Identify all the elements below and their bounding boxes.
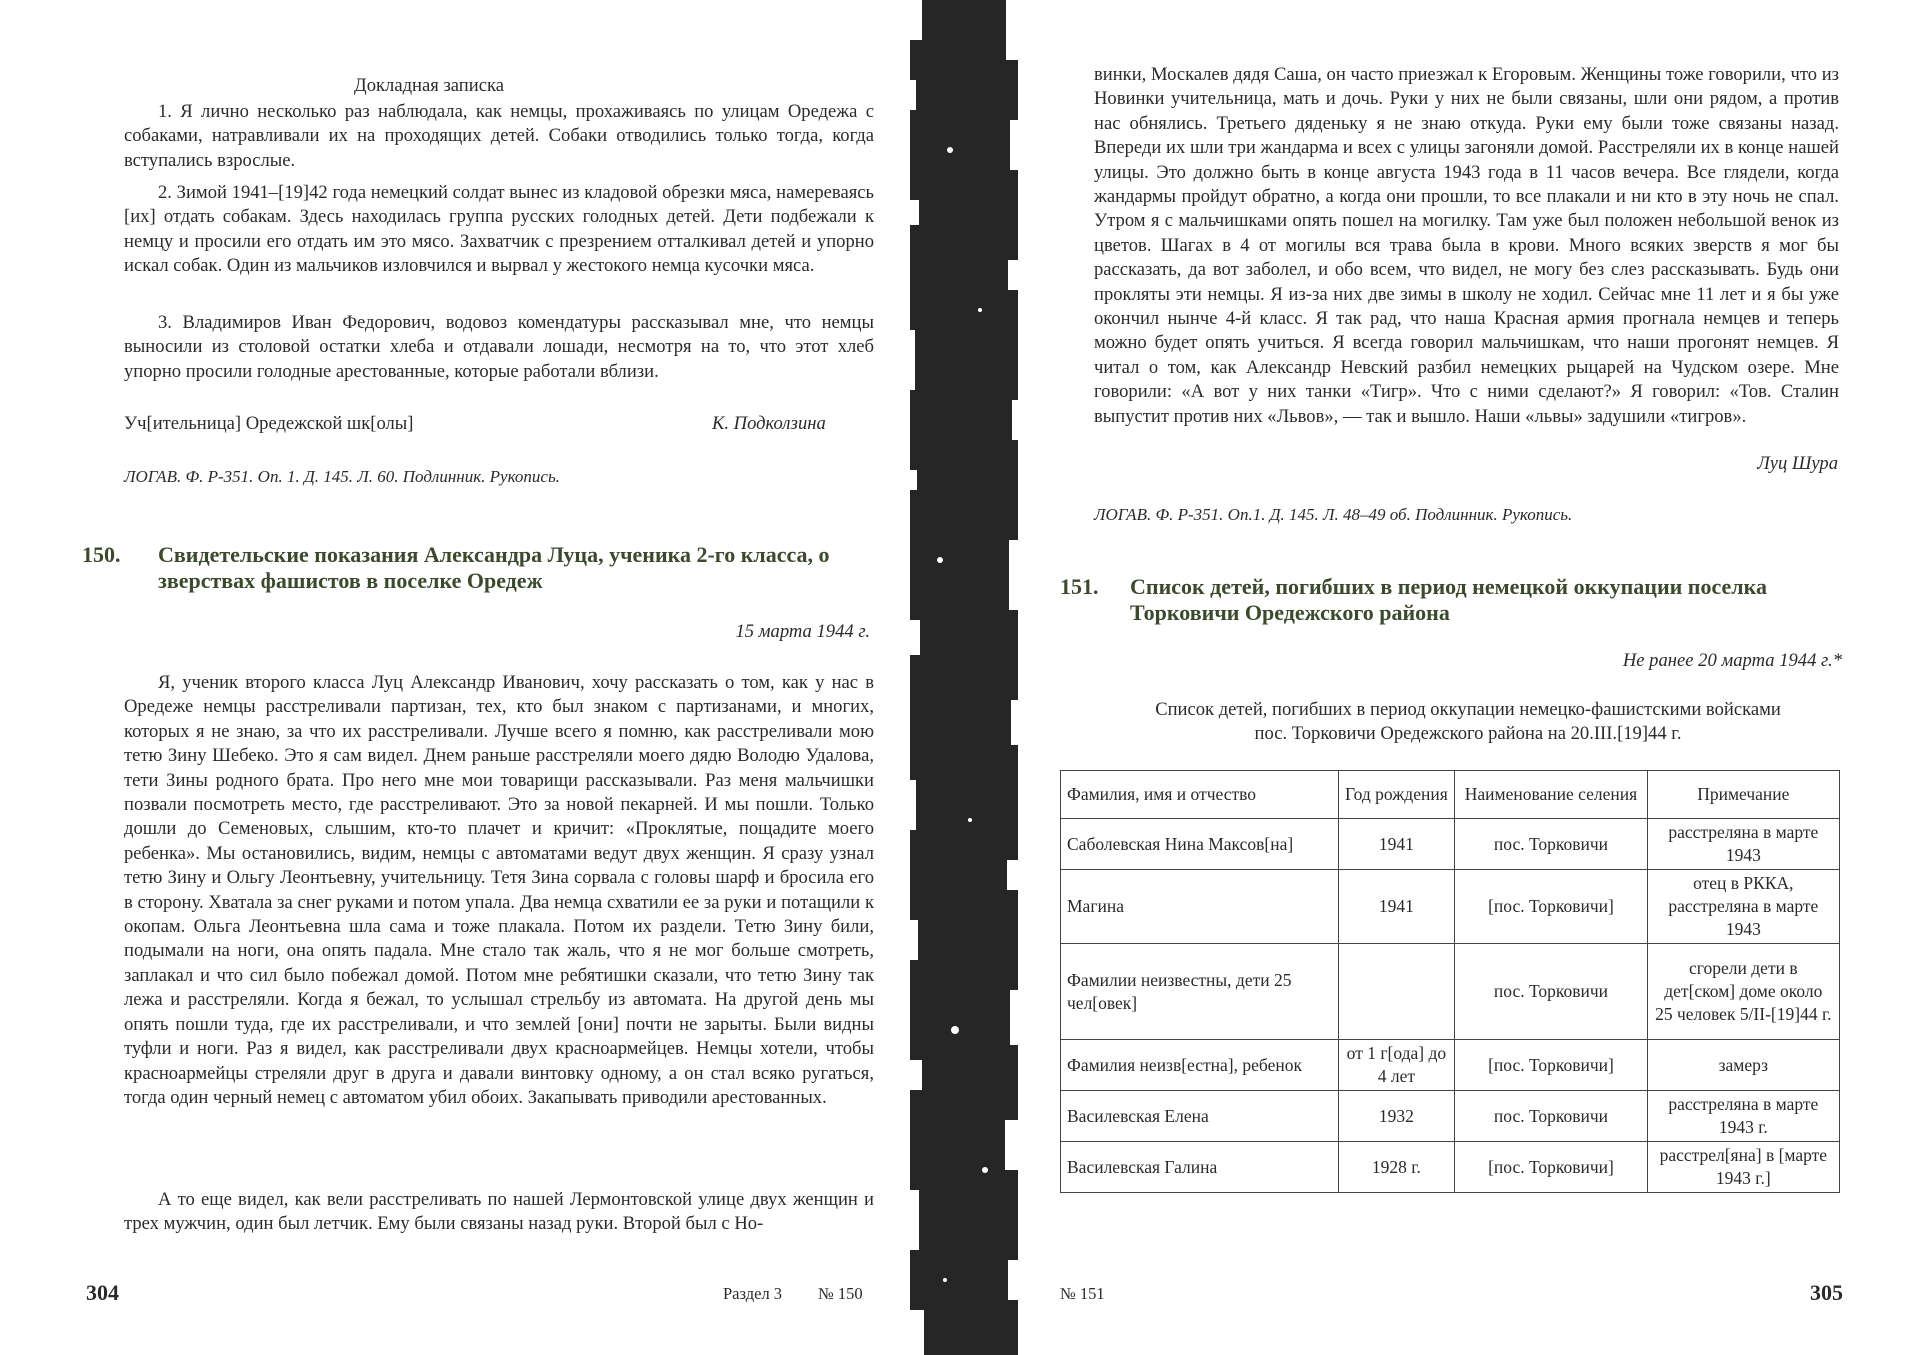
signature-name: Луц Шура [1757, 453, 1838, 474]
table-row [1061, 1142, 1840, 1193]
doc-title: Список детей, погибших в период немецкой оккупации поселка Торковичи Оредежского района [1130, 574, 1767, 625]
memo-paragraph-3: 3. Владимиров Иван Федорович, водовоз комендатуры рассказывал мне, что немцы выносили из столовой остатки хлеба и отдавали лошади, несмотря на то, что этот хлеб упорно просили голодные арестованные, которые работали вблизи. [124, 312, 874, 382]
right-page [1018, 0, 1920, 1355]
cell-note: сгорели дети в дет[ском] доме около 25 человек 5/II-[19]44 г. [1647, 944, 1839, 1040]
archive-source: ЛОГАВ. Ф. Р-351. Оп. 1. Д. 145. Л. 60. Подлинник. Рукопись. [124, 467, 560, 486]
page-number: 304 [86, 1280, 119, 1305]
memo-paragraph-1: 1. Я лично несколько раз наблюдала, как немцы, прохаживаясь по улицам Оредежа с собаками, натравливали их на проходящих детей. Собаки отводились только тогда, когда вступались взрослые. [124, 101, 874, 171]
cell-note: расстреляна в марте 1943 г. [1647, 1091, 1839, 1142]
column-header-year: Год рождения [1338, 771, 1455, 819]
spine-texture [910, 0, 1018, 1355]
archive-source: ЛОГАВ. Ф. Р-351. Оп.1. Д. 145. Л. 48–49 об. Подлинник. Рукопись. [1094, 505, 1573, 524]
signature-name: К. Подколзина [712, 413, 826, 434]
cell-name: Магина [1061, 870, 1339, 944]
table-row [1061, 1091, 1840, 1142]
doc-number: 151. [1060, 574, 1099, 599]
spine-texture-icon [910, 0, 1018, 1355]
cell-name: Фамилия неизв[естна], ребенок [1061, 1040, 1339, 1091]
page-number: 305 [1810, 1280, 1843, 1305]
table-row [1061, 870, 1840, 944]
cell-name: Фамилии неизвестны, дети 25 чел[овек] [1061, 944, 1339, 1040]
cell-year: 1941 [1338, 870, 1455, 944]
cell-name: Василевская Елена [1061, 1091, 1339, 1142]
table-row [1061, 819, 1840, 870]
cell-note: отец в РККА, расстреляна в марте 1943 [1647, 870, 1839, 944]
testimony-continuation: винки, Москалев дядя Саша, он часто приезжал к Егоровым. Женщины тоже говорили, что из Новинки учительница, мать и дочь. Руки у них не были связаны, шли они рядом, а против нас обнялись. Третьего дяденьку я не знаю откуда. Руки ему были тоже связаны назад. Впереди их шли три жандарма и всех с улицы загоняли домой. Расстреляли их в конце нашей улицы. Это должно быть в конце августа 1943 года в 11 часов вечера. Все глядели, когда жандармы пройдут обратно, а когда они прошли, то все плакали и ни кто в эту ночь не спал. Утром я с мальчишками опять пошел на могилку. Там уже был положен небольшой венок из цветов. Шагах в 4 от могилы вся трава была в крови. Много всяких зверств я мог бы рассказать, да вот заболел, и обо всем, что видел, не могу без слез рассказывать. Будь они прокляты эти немцы. Я из-за них две зимы в школу не ходил. Сейчас мне 11 лет и я бы уже окончил нынче 4-й класс. Я так рад, что наша Красная армия прогнала немцев и теперь можно будет опять учиться. Я всегда говорил мальчишкам, что наши прогонят немцев. Я читал о том, как Александр Невский разбил немецких рыцарей на Чудском озере. Мне говорили: «А вот у них танки «Тигр». Что с ними сделают?» Я говорил: «Тов. Сталин выпустит против них «Львов», — так и вышло. Наши «львы» задушили «тигров». [1094, 64, 1839, 427]
footer-doc-number: № 150 [818, 1284, 863, 1303]
cell-name: Саболевская Нина Максов[на] [1061, 819, 1339, 870]
table-row [1061, 1040, 1840, 1091]
left-page [0, 0, 910, 1355]
list-heading-line-2: пос. Торковичи Оредежского района на 20.III.[19]44 г. [1254, 723, 1682, 744]
cell-year: 1932 [1338, 1091, 1455, 1142]
footer-section: Раздел 3 [723, 1284, 783, 1303]
cell-year: от 1 г[ода] до 4 лет [1338, 1040, 1455, 1091]
cell-settlement: пос. Торковичи [1455, 819, 1647, 870]
cell-settlement: [пос. Торковичи] [1455, 1040, 1647, 1091]
cell-note: расстрел[яна] в [марте 1943 г.] [1647, 1142, 1839, 1193]
column-header-settlement: Наименование селения [1455, 771, 1647, 819]
signature-position: Уч[ительница] Оредежской шк[олы] [124, 413, 414, 434]
doc-title: Свидетельские показания Александра Луца, ученика 2-го класса, о зверствах фашистов в поселке Оредеж [158, 542, 830, 593]
list-heading-line-1: Список детей, погибших в период оккупации немецко-фашистскими войсками [1155, 699, 1781, 720]
doc-date: 15 марта 1944 г. [735, 621, 870, 642]
table-header-row [1061, 771, 1840, 819]
cell-settlement: [пос. Торковичи] [1455, 1142, 1647, 1193]
doc-date: Не ранее 20 марта 1944 г.* [1622, 650, 1842, 671]
doc-number: 150. [82, 542, 121, 567]
memo-paragraph-2: 2. Зимой 1941–[19]42 года немецкий солдат вынес из кладовой обрезки мяса, намереваясь [их] отдать собакам. Здесь находилась группа русских голодных детей. Дети подбежали к немцу и просили его отдать им это мясо. Захватчик с презрением отталкивал детей и упорно искал собак. Один из мальчиков изловчился и вырвал у жестокого немца кусочки мяса. [124, 182, 874, 277]
testimony-paragraph-2: А то еще видел, как вели расстреливать по нашей Лермонтовской улице двух женщин и трех мужчин, один был летчик. Ему были связаны назад руки. Второй был с Но- [124, 1189, 874, 1235]
cell-settlement: пос. Торковичи [1455, 1091, 1647, 1142]
cell-note: расстреляна в марте 1943 [1647, 819, 1839, 870]
cell-name: Василевская Галина [1061, 1142, 1339, 1193]
cell-year: 1941 [1338, 819, 1455, 870]
column-header-note: Примечание [1647, 771, 1839, 819]
testimony-paragraph-1: Я, ученик второго класса Луц Александр Иванович, хочу рассказать о том, как у нас в Оредеже немцы расстреливали партизан, тех, кто был знаком с партизанами, и многих, которых я не знаю, за что их расстреливали. Лучше всего я помню, как расстреливали мою тетю Зину Шебеко. Это я сам видел. Днем раньше расстреляли моего дядю Володю Удалова, тети Зины родного брата. Про него мне мои товарищи рассказывали. Раз меня мальчишки позвали посмотреть место, где расстреливают. Это за новой пекарней. И мы пошли. Только дошли до Семеновых, слышим, кто-то плачет и кричит: «Проклятые, пощадите моего ребенка». Мы остановились, видим, немцы с автоматами ведут двух женщин. Я сразу узнал тетю Зину и Ольгу Леонтьевну, учительницу. Тетя Зина сорвала с головы шарф и бросила его в сторону. Хватала за снег руками и потом упала. Два немца схватили ее за руки и потащили к окопам. Ольга Леонтьевна шла сама и тоже плакала. Потом их раздели. Тетю Зину били, подымали на ноги, она опять падала. Мне стало так жаль, что я не мог больше смотреть, заплакал и что сил было побежал домой. Потом мне ребятишки сказали, что тетю Зину так лежа и расстреляли. Когда я бежал, то услышал стрельбу из автомата. На другой день мы опять пошли туда, где их расстреливали, и что землей [они] почти не зарыты. Были видны туфли и ноги. Раз я видел, как расстреливали двух красноармейцев. Немцы хотели, чтобы красноармейцы стреляли друг в друга и давали винтовку одному, а он стал всяко ругаться, тогда один черный немец с автоматом убил обоих. Закапывать приводили арестованных. [124, 672, 874, 1108]
column-header-name: Фамилия, имя и отчество [1061, 771, 1339, 819]
cell-year: 1928 г. [1338, 1142, 1455, 1193]
table-row [1061, 944, 1840, 1040]
children-table [1060, 770, 1840, 1193]
cell-note: замерз [1647, 1040, 1839, 1091]
cell-settlement: [пос. Торковичи] [1455, 870, 1647, 944]
footer-doc-number: № 151 [1060, 1284, 1105, 1303]
cell-settlement: пос. Торковичи [1455, 944, 1647, 1040]
memo-title: Докладная записка [354, 75, 504, 96]
cell-year [1338, 944, 1455, 1040]
